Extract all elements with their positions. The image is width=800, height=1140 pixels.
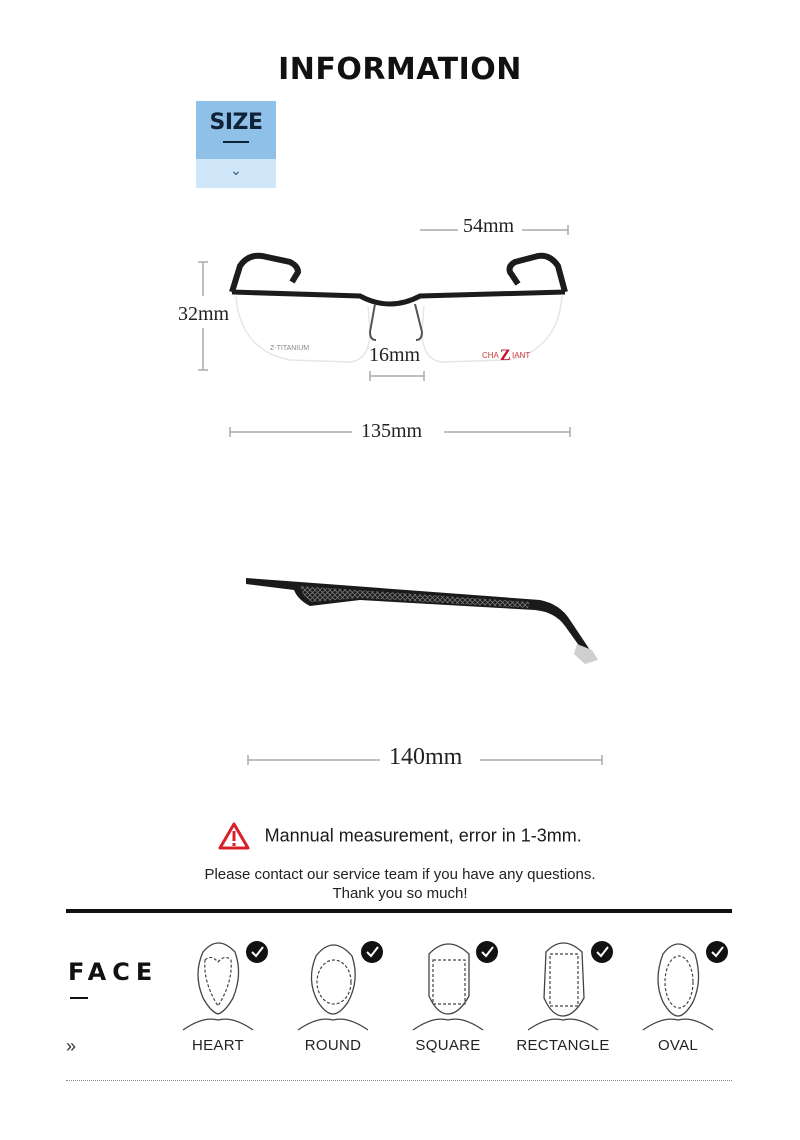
round-face-icon [278, 932, 388, 1032]
size-tab-footer [196, 159, 276, 188]
lens-print-left: Z-TITANIUM [270, 345, 310, 352]
square-face-icon [393, 932, 503, 1032]
left-temple-hinge [232, 256, 298, 292]
measurement-warning [0, 822, 800, 850]
glasses-front-illustration [170, 200, 620, 450]
face-label-oval: OVAL [657, 1037, 699, 1054]
bridge-label: 16mm [369, 344, 421, 366]
face-label-rectangle: RECTANGLE [516, 1037, 610, 1054]
total-width-label: 135mm [358, 420, 425, 443]
temple-length-label: 140mm [386, 744, 465, 771]
face-label-square: SQUARE [415, 1037, 481, 1054]
left-nose-pad [370, 304, 376, 340]
double-chevron-icon: » [66, 1036, 77, 1056]
lens-width-label: 54mm [460, 215, 517, 238]
frame-brow-bar [232, 292, 565, 304]
right-temple-hinge [510, 256, 565, 292]
temple-arm [246, 578, 590, 654]
size-tab[interactable] [196, 101, 276, 188]
face-shape-rectangle [508, 932, 618, 1054]
lens-brand-logo: Z [500, 347, 511, 364]
heart-face-icon [163, 932, 273, 1032]
chevron-down-icon: ⌄ [230, 162, 242, 178]
face-label-heart: HEART [191, 1037, 245, 1054]
face-shape-square [393, 932, 503, 1054]
face-section-title: FACE [68, 958, 159, 986]
face-label-round: ROUND [304, 1037, 362, 1054]
size-tab-label: SIZE [209, 110, 263, 135]
rectangle-face-icon [508, 932, 618, 1032]
left-lens-outline [236, 296, 370, 362]
face-shape-heart [163, 932, 273, 1054]
lens-brand-left: CHA [482, 351, 499, 360]
oval-face-icon [623, 932, 733, 1032]
size-tab-underline [223, 141, 249, 143]
face-shape-round [278, 932, 388, 1054]
lens-height-label: 32mm [175, 303, 232, 326]
face-shape-oval [623, 932, 733, 1054]
bottom-dotted-divider [66, 1080, 732, 1081]
warning-triangle-icon [218, 822, 250, 850]
lens-brand-right: IANT [512, 351, 531, 360]
right-nose-pad [415, 304, 422, 340]
contact-note: Please contact our service team if you have any questions. [204, 866, 596, 883]
page-title: INFORMATION [278, 52, 522, 87]
thanks-note: Thank you so much! [332, 885, 468, 902]
size-tab-header [196, 101, 276, 159]
temple-side-illustration [240, 560, 620, 680]
warning-text: Mannual measurement, error in 1-3mm. [264, 825, 582, 846]
section-divider [66, 909, 732, 913]
face-title-underline [70, 997, 88, 999]
